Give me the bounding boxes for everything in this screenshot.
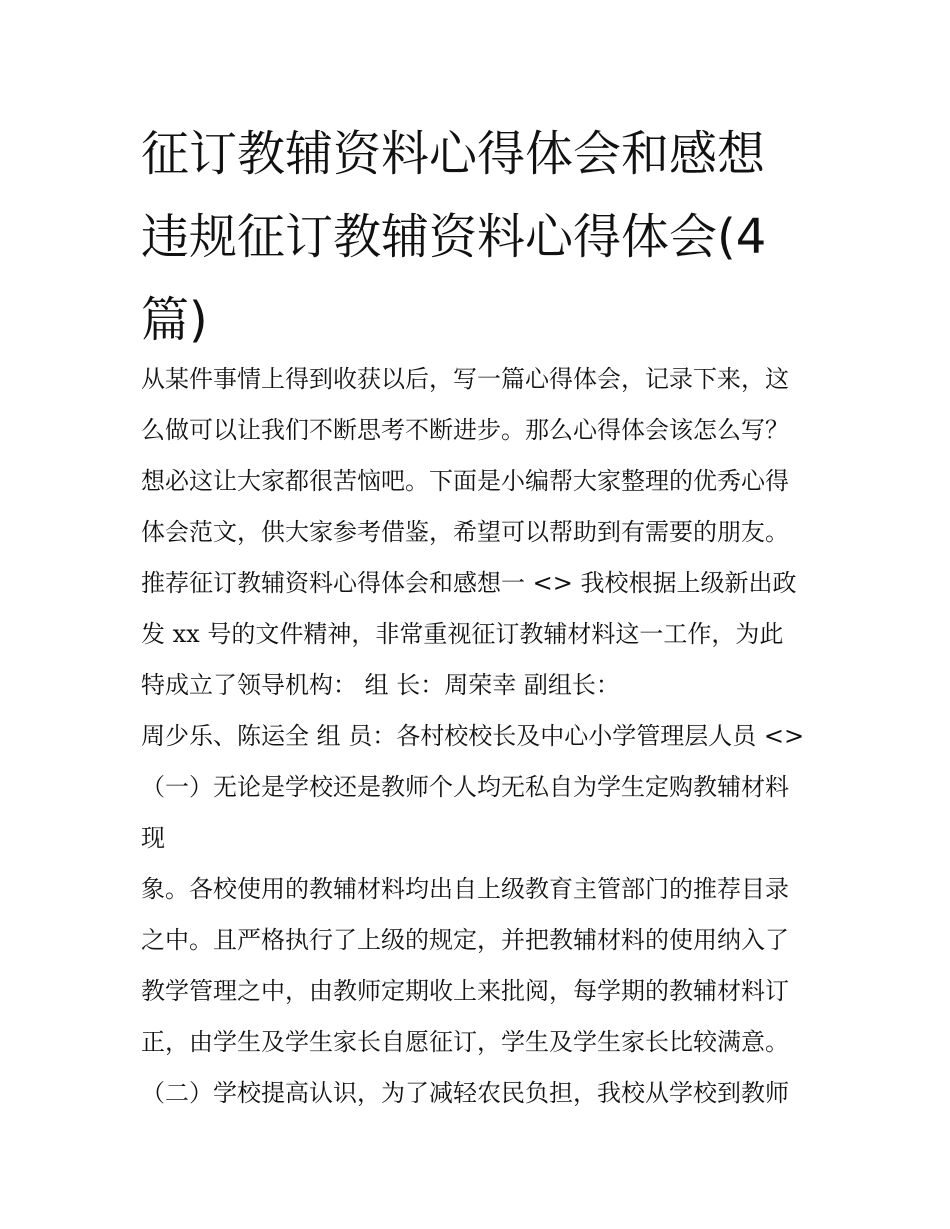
body-line-3: 想必这让大家都很苦恼吧。下面是小编帮大家整理的优秀心得 bbox=[141, 467, 789, 495]
body-line-13: 教学管理之中，由教师定期收上来批阅，每学期的教辅材料订 bbox=[141, 977, 789, 1005]
body-line-11: 象。各校使用的教辅材料均出自上级教育主管部门的推荐目录 bbox=[141, 875, 789, 903]
title-line-1: 征订教辅资料心得体会和感想 bbox=[141, 126, 766, 182]
body-line-8: 周少乐、陈运全 组 员：各村校校长及中心小学管理层人员 <> bbox=[141, 722, 805, 750]
title-line-3: 篇) bbox=[141, 292, 208, 348]
body-line-12: 之中。且严格执行了上级的规定，并把教辅材料的使用纳入了 bbox=[141, 926, 789, 954]
document-title bbox=[141, 113, 821, 362]
body-line-7: 特成立了领导机构： 组 长：周荣幸 副组长： bbox=[141, 671, 620, 699]
body-line-6: 发 xx 号的文件精神，非常重视征订教辅材料这一工作，为此 bbox=[141, 620, 784, 648]
body-line-14: 正，由学生及学生家长自愿征订，学生及学生家长比较满意。 bbox=[141, 1028, 789, 1056]
body-line-15: （二）学校提高认识，为了减轻农民负担，我校从学校到教师 bbox=[141, 1079, 789, 1107]
body-line-2: 么做可以让我们不断思考不断进步。那么心得体会该怎么写？ bbox=[141, 416, 789, 444]
body-line-9: （一）无论是学校还是教师个人均无私自为学生定购教辅材料 bbox=[141, 773, 789, 801]
body-line-4: 体会范文，供大家参考借鉴，希望可以帮助到有需要的朋友。 bbox=[141, 518, 789, 546]
body-line-10: 现 bbox=[141, 824, 165, 852]
title-line-2: 违规征订教辅资料心得体会(4 bbox=[141, 209, 767, 265]
body-line-5: 推荐征订教辅资料心得体会和感想一 <> 我校根据上级新出政 bbox=[141, 569, 797, 597]
document-body bbox=[141, 354, 831, 1119]
body-line-1: 从某件事情上得到收获以后，写一篇心得体会，记录下来，这 bbox=[141, 365, 789, 393]
